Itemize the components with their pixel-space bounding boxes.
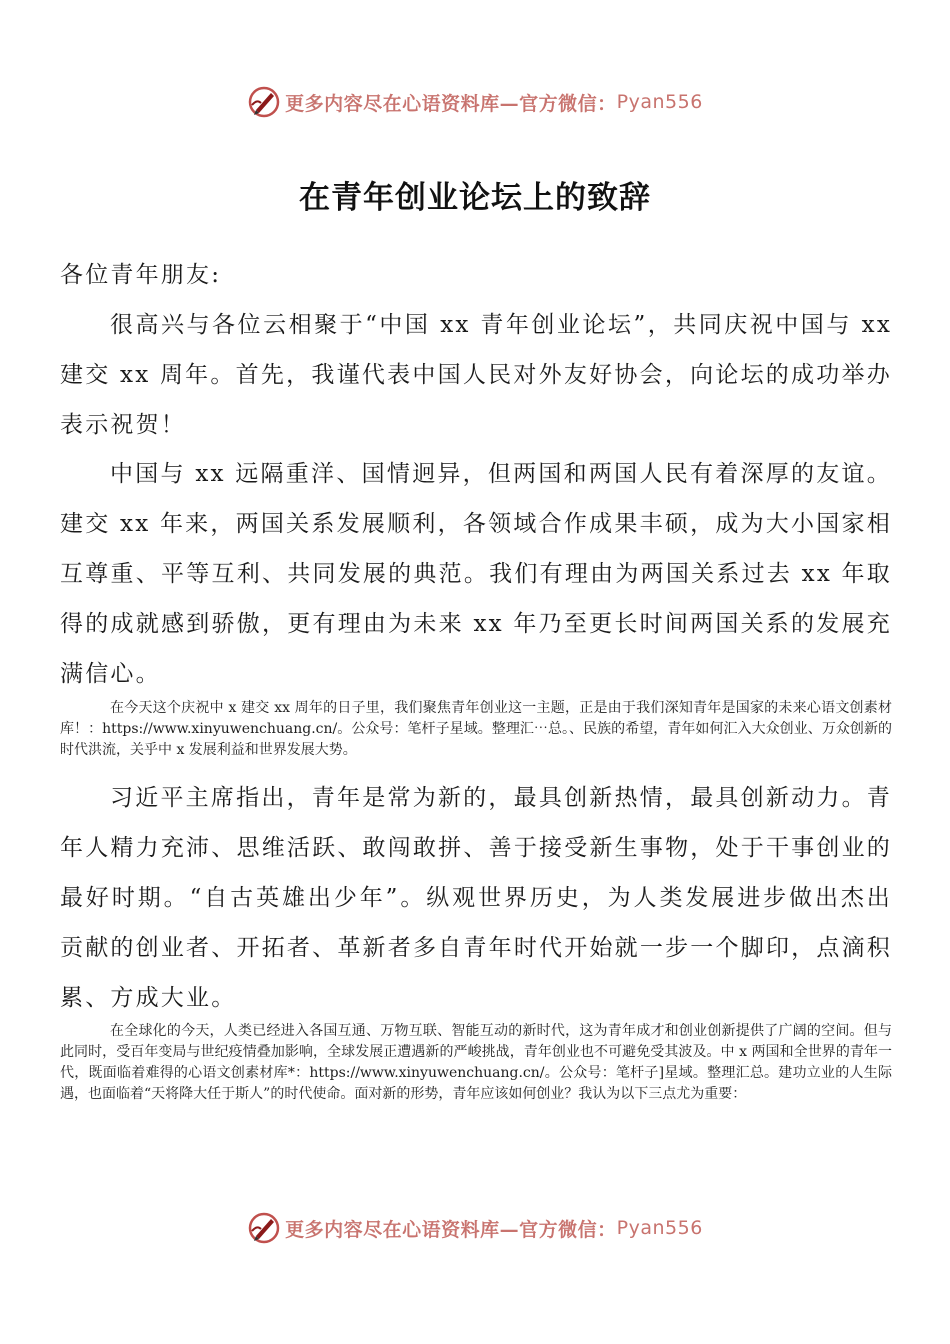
footer-banner (0, 1208, 950, 1248)
paragraph-2: 中国与 xx 远隔重洋、国情迥异，但两国和两国人民有着深厚的友谊。建交 xx 年来，两国关系发展顺利，各领域合作成果丰硕，成为大小国家相互尊重、平等互利、共同发展的典范。我们有理由为两国关系过去 xx 年取得的成就感到骄傲，更有理由为未来 xx 年乃至更长时间两国关系的发展充满信心。 (60, 461, 892, 687)
banner-text: 更多内容尽在心语资料库—官方微信： (285, 92, 617, 115)
paragraph-1: 很高兴与各位云相聚于“中国 xx 青年创业论坛”，共同庆祝中国与 xx 建交 xx 周年。首先，我谨代表中国人民对外友好协会，向论坛的成功举办表示祝贺！ (60, 312, 892, 438)
header-banner (0, 82, 950, 122)
paragraph-5-small: 在全球化的今天，人类已经进入各国互通、万物互联、智能互动的新时代，这为青年成才和创业创新提供了广阔的空间。但与此同时，受百年变局与世纪疫情叠加影响，全球发展正遭遇新的严峻挑战，青年创业也不可避免受其波及。中 x 两国和全世界的青年一代，既面临着难得的心语文创素材库*：https://www.xinyuwenchuang.cn/。公众号：笔杆子]星域。整理汇总。建功立业的人生际遇，也面临着“天将降大任于斯人”的时代使命。面对新的形势，青年应该如何创业？我认为以下三点尤为重要： (60, 1023, 892, 1102)
paragraph-3-small: 在今天这个庆祝中 x 建交 xx 周年的日子里，我们聚焦青年创业这一主题，正是由于我们深知青年是国家的未来心语文创素材库！：https://www.xinyuwenchuang.cn/。公众号：笔杆子星域。整理汇⋯总。、民族的希望，青年如何汇入大众创业、万众创新的时代洪流，关乎中 x 发展利益和世界发展大势。 (60, 700, 892, 758)
salutation: 各位青年朋友: (60, 262, 222, 288)
banner-wechat-id: Pyan556 (616, 91, 703, 113)
pen-logo-icon (247, 1211, 281, 1245)
pen-logo-icon (247, 85, 281, 119)
banner-wechat-id: Pyan556 (616, 1217, 703, 1239)
document-title: 在青年创业论坛上的致辞 (299, 180, 651, 216)
paragraph-4: 习近平主席指出，青年是常为新的，最具创新热情，最具创新动力。青年人精力充沛、思维活跃、敢闯敢拼、善于接受新生事物，处于干事创业的最好时期。“自古英雄出少年”。纵观世界历史，为人类发展进步做出杰出贡献的创业者、开拓者、革新者多自青年时代开始就一步一个脚印，点滴积累、方成大业。 (60, 785, 892, 1011)
banner-text: 更多内容尽在心语资料库—官方微信： (285, 1218, 617, 1241)
